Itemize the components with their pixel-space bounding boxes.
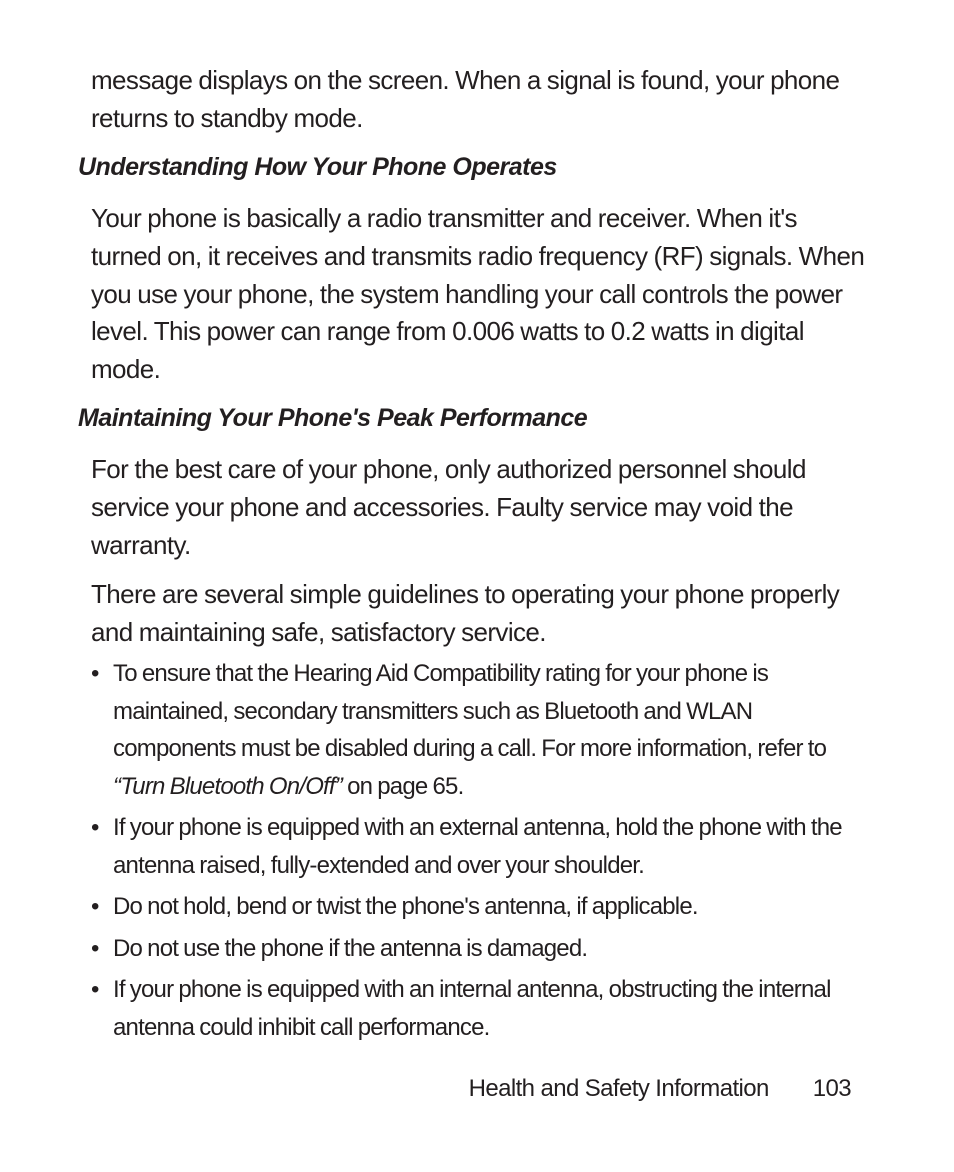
section-heading-operation: Understanding How Your Phone Operates — [78, 153, 557, 181]
performance-paragraph: For the best care of your phone, only authorized personnel should service your phone and accessories. Faulty service may void the warranty. — [91, 454, 806, 560]
bullet-marker: • — [91, 934, 99, 962]
list-item — [91, 655, 871, 805]
list-item-text: Do not hold, bend or twist the phone's antenna, if applicable. — [113, 893, 698, 920]
list-item — [91, 930, 871, 968]
bullet-marker: • — [91, 660, 99, 687]
section-heading-performance: Maintaining Your Phone's Peak Performance — [78, 404, 588, 432]
bullet-marker: • — [91, 893, 99, 920]
operation-paragraph: Your phone is basically a radio transmitter and receiver. When it's turned on, it receives and transmits radio frequency (RF) signals. When you use your phone, the system handling your call controls the power level. This power can range from 0.006 watts to 0.2 watts in digital mode. — [91, 203, 865, 385]
list-item-text: If your phone is equipped with an external antenna, hold the phone with the antenna raised, fully-extended and over your shoulder. — [113, 814, 842, 879]
list-item-text: Do not use the phone if the antenna is damaged. — [113, 934, 588, 962]
list-item — [91, 971, 871, 1046]
guidelines-list — [91, 655, 871, 1050]
page-number: 103 — [812, 1075, 851, 1102]
footer-section-title: Health and Safety Information — [468, 1075, 769, 1102]
guidelines-paragraph: There are several simple guidelines to operating your phone properly and maintaining safe, satisfactory service. — [91, 579, 840, 647]
page-footer — [469, 1072, 851, 1106]
list-item — [91, 809, 871, 884]
bullet-marker: • — [91, 976, 99, 1003]
list-item-text: To ensure that the Hearing Aid Compatibility rating for your phone is maintained, secondary transmitters such as Bluetooth and WLAN components must be disabled during a call. For more information, refer to — [113, 660, 827, 762]
intro-continued-paragraph: message displays on the screen. When a signal is found, your phone returns to standby mode. — [91, 65, 840, 133]
cross-reference-link[interactable]: “Turn Bluetooth On/Off” — [113, 772, 342, 800]
list-item-text-suffix: on page 65. — [342, 772, 464, 800]
list-item-text: If your phone is equipped with an internal antenna, obstructing the internal antenna could inhibit call performance. — [113, 976, 831, 1041]
list-item — [91, 888, 871, 926]
bullet-marker: • — [91, 814, 99, 841]
